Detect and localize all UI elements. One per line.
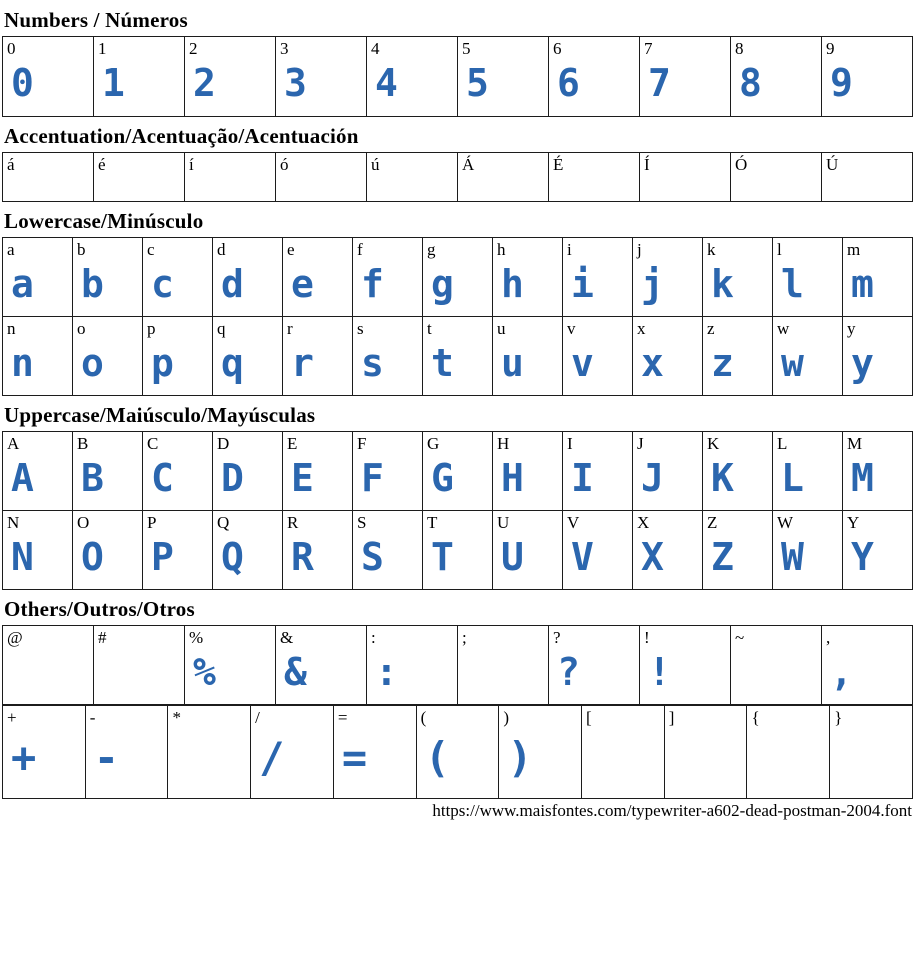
glyph-cell bbox=[73, 511, 143, 590]
glyph-cell bbox=[458, 153, 549, 202]
glyph-sample: s bbox=[361, 341, 384, 385]
glyph-cell bbox=[563, 432, 633, 511]
glyph-cell bbox=[3, 511, 73, 590]
character-label: / bbox=[255, 708, 260, 727]
glyph-cell bbox=[773, 511, 843, 590]
character-label: Ó bbox=[735, 155, 748, 174]
table-row bbox=[3, 37, 913, 117]
character-label: Í bbox=[644, 155, 650, 174]
glyph-sample: & bbox=[284, 650, 307, 694]
character-label: d bbox=[217, 240, 226, 259]
glyph-cell bbox=[3, 238, 73, 317]
glyph-cell bbox=[563, 238, 633, 317]
glyph-cell bbox=[822, 626, 913, 705]
character-label: B bbox=[77, 434, 89, 453]
glyph-cell bbox=[703, 317, 773, 396]
character-label: = bbox=[337, 708, 348, 727]
glyph-sample: G bbox=[431, 456, 454, 500]
glyph-cell bbox=[549, 153, 640, 202]
glyph-sample: r bbox=[291, 341, 314, 385]
glyph-sample: F bbox=[361, 456, 384, 500]
glyph-sample: V bbox=[571, 535, 594, 579]
glyph-cell bbox=[493, 511, 563, 590]
section-title-lowercase: Lowercase/Minúsculo bbox=[4, 209, 204, 233]
character-label: N bbox=[7, 513, 20, 532]
glyph-cell bbox=[843, 317, 913, 396]
glyph-sample: , bbox=[830, 650, 853, 694]
glyph-sample: y bbox=[851, 341, 874, 385]
glyph-cell bbox=[640, 153, 731, 202]
glyph-sample: = bbox=[341, 733, 368, 782]
glyph-cell bbox=[843, 238, 913, 317]
character-label: : bbox=[371, 628, 376, 647]
glyph-cell bbox=[367, 153, 458, 202]
glyph-sample: ? bbox=[557, 650, 580, 694]
character-label: s bbox=[357, 319, 364, 338]
glyph-sample: 3 bbox=[284, 61, 307, 105]
glyph-sample: C bbox=[151, 456, 174, 500]
glyph-cell bbox=[843, 511, 913, 590]
glyph-sample: M bbox=[851, 456, 874, 500]
glyph-cell bbox=[276, 153, 367, 202]
character-label: W bbox=[777, 513, 794, 532]
character-label: i bbox=[567, 240, 572, 259]
glyph-table-lowercase bbox=[2, 237, 913, 396]
glyph-sample: K bbox=[711, 456, 734, 500]
glyph-cell bbox=[185, 153, 276, 202]
character-label: ~ bbox=[735, 628, 745, 647]
glyph-cell bbox=[640, 626, 731, 705]
character-label: á bbox=[7, 155, 15, 174]
glyph-cell bbox=[563, 317, 633, 396]
glyph-cell bbox=[423, 317, 493, 396]
section-title-accentuation: Accentuation/Acentuação/Acentuación bbox=[4, 124, 359, 148]
glyph-sample: N bbox=[11, 535, 34, 579]
character-label: Z bbox=[707, 513, 718, 532]
glyph-cell bbox=[213, 317, 283, 396]
glyph-cell bbox=[283, 511, 353, 590]
glyph-sample: b bbox=[81, 262, 104, 306]
character-label: ? bbox=[553, 628, 561, 647]
character-label: 2 bbox=[189, 39, 198, 58]
glyph-cell bbox=[143, 317, 213, 396]
glyph-sample: a bbox=[11, 262, 34, 306]
glyph-sample: D bbox=[221, 456, 244, 500]
character-label: É bbox=[553, 155, 564, 174]
glyph-sample: u bbox=[501, 341, 524, 385]
glyph-cell bbox=[276, 37, 367, 117]
glyph-sample: ) bbox=[507, 733, 533, 782]
glyph-sample: i bbox=[571, 262, 594, 306]
glyph-cell bbox=[73, 238, 143, 317]
glyph-sample: X bbox=[641, 535, 664, 579]
glyph-cell bbox=[143, 238, 213, 317]
glyph-sample: k bbox=[711, 262, 734, 306]
glyph-cell bbox=[822, 37, 913, 117]
character-label: L bbox=[777, 434, 788, 453]
glyph-cell bbox=[458, 626, 549, 705]
glyph-sample: q bbox=[221, 341, 244, 385]
character-label: ; bbox=[462, 628, 467, 647]
section-title-others: Others/Outros/Otros bbox=[4, 597, 195, 621]
character-label: j bbox=[637, 240, 642, 259]
glyph-cell bbox=[94, 37, 185, 117]
glyph-cell bbox=[283, 432, 353, 511]
character-label: n bbox=[7, 319, 16, 338]
character-label: R bbox=[287, 513, 299, 532]
character-label: K bbox=[707, 434, 720, 453]
glyph-cell bbox=[213, 238, 283, 317]
glyph-cell bbox=[185, 37, 276, 117]
glyph-sample: W bbox=[781, 535, 804, 579]
glyph-cell bbox=[73, 317, 143, 396]
character-label: f bbox=[357, 240, 363, 259]
glyph-cell bbox=[703, 511, 773, 590]
character-label: k bbox=[707, 240, 716, 259]
character-label: Y bbox=[847, 513, 860, 532]
character-label: z bbox=[707, 319, 715, 338]
glyph-cell bbox=[423, 511, 493, 590]
glyph-cell bbox=[664, 706, 747, 799]
glyph-cell bbox=[633, 238, 703, 317]
glyph-sample: 5 bbox=[466, 61, 489, 105]
character-label: 1 bbox=[98, 39, 107, 58]
character-label: ! bbox=[644, 628, 650, 647]
character-label: D bbox=[217, 434, 230, 453]
character-label: l bbox=[777, 240, 782, 259]
character-label: S bbox=[357, 513, 367, 532]
character-label: { bbox=[751, 708, 760, 727]
glyph-sample: T bbox=[431, 535, 454, 579]
character-label: * bbox=[172, 708, 181, 727]
character-label: 3 bbox=[280, 39, 289, 58]
glyph-sample: f bbox=[361, 262, 384, 306]
glyph-sample: x bbox=[641, 341, 664, 385]
character-label: q bbox=[217, 319, 226, 338]
character-label: , bbox=[826, 628, 831, 647]
glyph-sample: n bbox=[11, 341, 34, 385]
character-label: 5 bbox=[462, 39, 471, 58]
glyph-cell bbox=[3, 432, 73, 511]
character-label: b bbox=[77, 240, 86, 259]
character-label: V bbox=[567, 513, 580, 532]
character-label: ] bbox=[668, 708, 675, 727]
character-label: 8 bbox=[735, 39, 744, 58]
glyph-cell bbox=[283, 317, 353, 396]
glyph-cell bbox=[549, 37, 640, 117]
glyph-sample: Z bbox=[711, 535, 734, 579]
glyph-sample: m bbox=[851, 262, 874, 306]
glyph-cell bbox=[423, 432, 493, 511]
glyph-cell bbox=[185, 626, 276, 705]
glyph-sample: + bbox=[11, 733, 37, 782]
glyph-sample: ! bbox=[648, 650, 671, 694]
character-label: e bbox=[287, 240, 295, 259]
glyph-cell bbox=[213, 432, 283, 511]
character-label: ( bbox=[420, 708, 427, 727]
character-label: ó bbox=[280, 155, 289, 174]
glyph-sample: v bbox=[571, 341, 594, 385]
glyph-sample: E bbox=[291, 456, 314, 500]
glyph-cell bbox=[822, 153, 913, 202]
character-label: c bbox=[147, 240, 155, 259]
glyph-sample: U bbox=[501, 535, 524, 579]
glyph-sample: 7 bbox=[648, 61, 671, 105]
character-label: Á bbox=[462, 155, 475, 174]
glyph-cell bbox=[353, 511, 423, 590]
character-label: F bbox=[357, 434, 367, 453]
character-label: Q bbox=[217, 513, 230, 532]
glyph-sample: w bbox=[781, 341, 804, 385]
glyph-table-others-2 bbox=[2, 705, 913, 799]
glyph-sample: L bbox=[781, 456, 804, 500]
glyph-cell bbox=[423, 238, 493, 317]
glyph-sample: 2 bbox=[193, 61, 216, 105]
glyph-sample: l bbox=[781, 262, 804, 306]
character-label: + bbox=[7, 708, 17, 727]
character-label: I bbox=[567, 434, 573, 453]
character-label: A bbox=[7, 434, 20, 453]
glyph-cell bbox=[353, 317, 423, 396]
glyph-cell bbox=[773, 238, 843, 317]
character-label: H bbox=[497, 434, 510, 453]
character-label: g bbox=[427, 240, 436, 259]
character-label: o bbox=[77, 319, 86, 338]
glyph-sample: d bbox=[221, 262, 244, 306]
character-label: 6 bbox=[553, 39, 562, 58]
character-label: M bbox=[847, 434, 863, 453]
glyph-sample: o bbox=[81, 341, 104, 385]
character-label: 4 bbox=[371, 39, 380, 58]
glyph-table-numbers bbox=[2, 36, 913, 117]
glyph-cell bbox=[640, 37, 731, 117]
glyph-cell bbox=[3, 626, 94, 705]
specimen-sections bbox=[2, 9, 915, 799]
glyph-sample: Y bbox=[851, 535, 874, 579]
glyph-cell bbox=[3, 317, 73, 396]
glyph-cell bbox=[731, 37, 822, 117]
glyph-sample: R bbox=[291, 535, 314, 579]
character-label: ) bbox=[503, 708, 509, 727]
glyph-cell bbox=[563, 511, 633, 590]
character-label: v bbox=[567, 319, 576, 338]
character-label: ú bbox=[371, 155, 380, 174]
character-label: G bbox=[427, 434, 440, 453]
glyph-cell bbox=[276, 626, 367, 705]
glyph-cell bbox=[367, 37, 458, 117]
table-row bbox=[3, 238, 913, 317]
glyph-sample: 9 bbox=[830, 61, 853, 105]
glyph-sample: e bbox=[291, 262, 314, 306]
character-label: y bbox=[847, 319, 856, 338]
glyph-cell bbox=[499, 706, 582, 799]
character-label: r bbox=[287, 319, 293, 338]
table-row bbox=[3, 511, 913, 590]
character-label: m bbox=[847, 240, 861, 259]
glyph-sample: t bbox=[431, 341, 454, 385]
glyph-cell bbox=[94, 153, 185, 202]
glyph-cell bbox=[493, 238, 563, 317]
character-label: í bbox=[189, 155, 194, 174]
character-label: U bbox=[497, 513, 510, 532]
glyph-sample: Q bbox=[221, 535, 244, 579]
glyph-sample: H bbox=[501, 456, 524, 500]
glyph-cell bbox=[731, 153, 822, 202]
glyph-cell bbox=[830, 706, 913, 799]
glyph-cell bbox=[582, 706, 665, 799]
character-label: & bbox=[280, 628, 294, 647]
glyph-cell bbox=[843, 432, 913, 511]
glyph-sample: : bbox=[375, 650, 398, 694]
character-label: @ bbox=[7, 628, 23, 647]
character-label: 7 bbox=[644, 39, 653, 58]
glyph-cell bbox=[283, 238, 353, 317]
character-label: x bbox=[637, 319, 646, 338]
glyph-cell bbox=[213, 511, 283, 590]
character-label: X bbox=[637, 513, 650, 532]
glyph-sample: % bbox=[193, 650, 216, 694]
glyph-cell bbox=[493, 432, 563, 511]
character-label: t bbox=[427, 319, 432, 338]
table-row bbox=[3, 153, 913, 202]
glyph-cell bbox=[3, 706, 86, 799]
character-label: P bbox=[147, 513, 157, 532]
character-label: J bbox=[637, 434, 644, 453]
glyph-cell bbox=[549, 626, 640, 705]
glyph-cell bbox=[73, 432, 143, 511]
character-label: h bbox=[497, 240, 506, 259]
character-label: } bbox=[834, 708, 843, 727]
glyph-cell bbox=[731, 626, 822, 705]
section-title-numbers: Numbers / Números bbox=[4, 8, 188, 32]
glyph-sample: c bbox=[151, 262, 174, 306]
glyph-cell bbox=[353, 432, 423, 511]
glyph-sample: A bbox=[11, 456, 34, 500]
table-row bbox=[3, 706, 913, 799]
glyph-cell bbox=[416, 706, 499, 799]
glyph-sample: B bbox=[81, 456, 104, 500]
glyph-cell bbox=[251, 706, 334, 799]
glyph-cell bbox=[3, 153, 94, 202]
glyph-sample: 8 bbox=[739, 61, 762, 105]
glyph-sample: O bbox=[81, 535, 104, 579]
character-label: Ú bbox=[826, 155, 839, 174]
glyph-cell bbox=[3, 37, 94, 117]
glyph-sample: ( bbox=[424, 733, 450, 782]
glyph-sample: 1 bbox=[102, 61, 125, 105]
glyph-cell bbox=[353, 238, 423, 317]
glyph-sample: z bbox=[711, 341, 734, 385]
character-label: p bbox=[147, 319, 156, 338]
character-label: - bbox=[89, 708, 96, 727]
character-label: T bbox=[427, 513, 438, 532]
character-label: C bbox=[147, 434, 159, 453]
glyph-cell bbox=[773, 432, 843, 511]
glyph-sample: I bbox=[571, 456, 594, 500]
glyph-cell bbox=[747, 706, 830, 799]
glyph-cell bbox=[703, 238, 773, 317]
character-label: # bbox=[98, 628, 107, 647]
glyph-sample: - bbox=[93, 733, 120, 782]
glyph-cell bbox=[633, 317, 703, 396]
glyph-sample: 0 bbox=[11, 61, 34, 105]
character-label: E bbox=[287, 434, 298, 453]
glyph-sample: g bbox=[431, 262, 454, 306]
glyph-cell bbox=[94, 626, 185, 705]
source-url: https://www.maisfontes.com/typewriter-a602-dead-postman-2004.font bbox=[432, 801, 912, 820]
glyph-cell bbox=[85, 706, 168, 799]
glyph-sample: J bbox=[641, 456, 664, 500]
glyph-cell bbox=[168, 706, 251, 799]
character-label: u bbox=[497, 319, 506, 338]
character-label: O bbox=[77, 513, 90, 532]
glyph-table-accentuation bbox=[2, 152, 913, 202]
glyph-cell bbox=[143, 511, 213, 590]
glyph-sample: 4 bbox=[375, 61, 398, 105]
character-label: % bbox=[189, 628, 204, 647]
glyph-cell bbox=[493, 317, 563, 396]
section-title-uppercase: Uppercase/Maiúsculo/Mayúsculas bbox=[4, 403, 316, 427]
glyph-cell bbox=[458, 37, 549, 117]
glyph-sample: / bbox=[259, 733, 285, 782]
glyph-sample: 6 bbox=[557, 61, 580, 105]
glyph-table-uppercase bbox=[2, 431, 913, 590]
character-label: w bbox=[777, 319, 790, 338]
character-label: é bbox=[98, 155, 106, 174]
glyph-cell bbox=[633, 511, 703, 590]
table-row bbox=[3, 626, 913, 705]
character-label: [ bbox=[586, 708, 592, 727]
glyph-cell bbox=[773, 317, 843, 396]
character-label: a bbox=[7, 240, 15, 259]
glyph-table-others-1 bbox=[2, 625, 913, 705]
glyph-cell bbox=[143, 432, 213, 511]
glyph-sample: h bbox=[501, 262, 524, 306]
glyph-sample: S bbox=[361, 535, 384, 579]
character-label: 9 bbox=[826, 39, 835, 58]
glyph-sample: j bbox=[641, 262, 664, 306]
glyph-cell bbox=[333, 706, 416, 799]
character-label: 0 bbox=[7, 39, 16, 58]
glyph-cell bbox=[703, 432, 773, 511]
glyph-cell bbox=[633, 432, 703, 511]
glyph-sample: p bbox=[151, 341, 174, 385]
table-row bbox=[3, 317, 913, 396]
glyph-sample: P bbox=[151, 535, 174, 579]
table-row bbox=[3, 432, 913, 511]
glyph-cell bbox=[367, 626, 458, 705]
